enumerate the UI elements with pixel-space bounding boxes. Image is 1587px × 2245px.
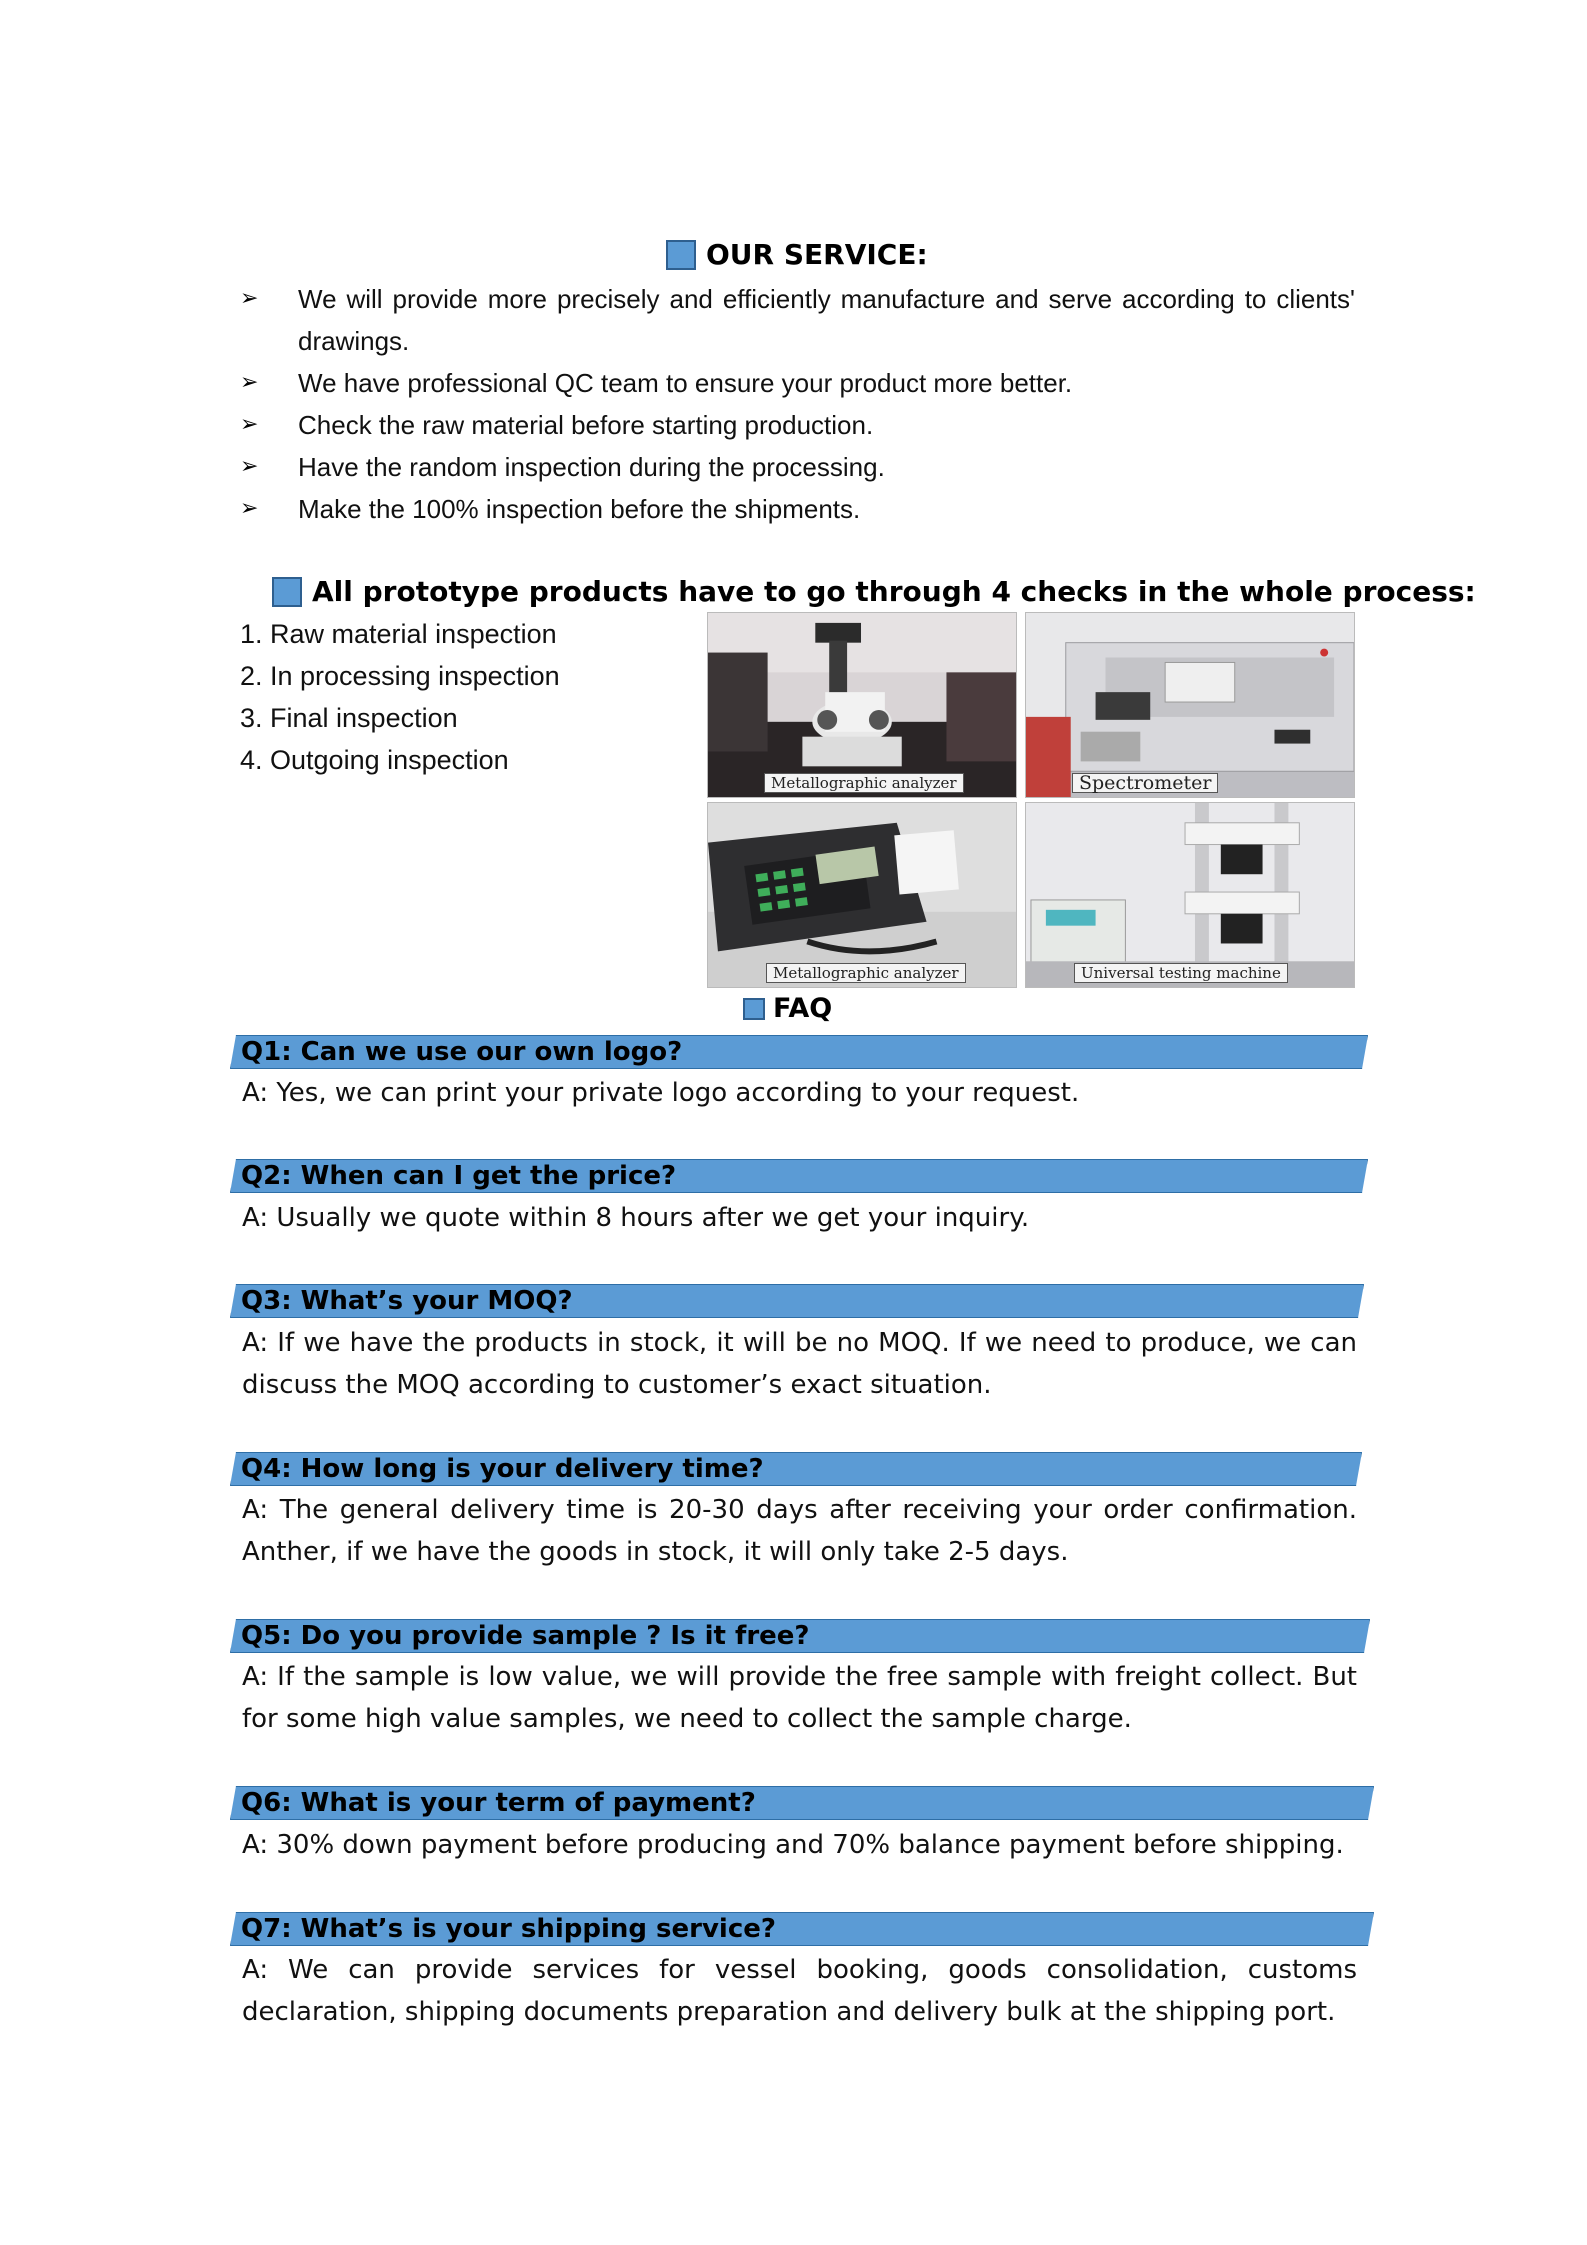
faq-question: Q4: How long is your delivery time? bbox=[241, 1454, 764, 1484]
faq-question-bar bbox=[230, 1786, 1374, 1820]
faq-answer: A: Yes, we can print your private logo according to your request. bbox=[242, 1078, 1080, 1108]
faq-heading-text: FAQ bbox=[773, 993, 833, 1024]
faq-heading bbox=[743, 993, 832, 1024]
faq-question-bar bbox=[230, 1452, 1362, 1486]
photo-caption: Universal testing machine bbox=[1074, 963, 1288, 983]
faq-question-bar bbox=[230, 1035, 1368, 1069]
blue-square-icon bbox=[272, 577, 302, 607]
service-bullet: ➢ We will provide more precisely and efficiently manufacture and serve according to clients' drawings. bbox=[240, 278, 1355, 362]
service-heading-text: OUR SERVICE: bbox=[706, 238, 928, 271]
photo-caption: Metallographic analyzer bbox=[766, 963, 966, 983]
photo-caption: Spectrometer bbox=[1072, 773, 1218, 793]
arrowhead-icon: ➢ bbox=[240, 286, 259, 311]
service-bullet: ➢ We have professional QC team to ensure your product more better. bbox=[240, 362, 1355, 404]
blue-square-icon bbox=[743, 998, 765, 1020]
faq-answer: A: Usually we quote within 8 hours after we get your inquiry. bbox=[242, 1203, 1030, 1233]
metallographic-analyzer-handheld-photo bbox=[707, 802, 1017, 988]
faq-answer: A: If the sample is low value, we will provide the free sample with freight collect. But for some high value samples, we need to collect the sample charge. bbox=[242, 1662, 1357, 1734]
service-bullet-list bbox=[240, 278, 1355, 530]
handheld-device-image bbox=[708, 803, 1016, 987]
faq-answer: A: The general delivery time is 20-30 days after receiving your order confirmation. Anther, if we have the goods in stock, it will only take 2-5 days. bbox=[242, 1495, 1357, 1567]
service-bullet: ➢ Check the raw material before starting production. bbox=[240, 404, 1355, 446]
spectrometer-photo bbox=[1025, 612, 1355, 798]
service-bullet: ➢ Have the random inspection during the processing. bbox=[240, 446, 1355, 488]
blue-square-icon bbox=[666, 240, 696, 270]
faq-answer: A: We can provide services for vessel booking, goods consolidation, customs declaration, shipping documents preparation and delivery bulk at the shipping port. bbox=[242, 1955, 1357, 2027]
checks-list bbox=[240, 613, 560, 781]
arrowhead-icon: ➢ bbox=[240, 454, 259, 479]
faq-question-bar bbox=[230, 1284, 1364, 1318]
faq-answer: A: If we have the products in stock, it will be no MOQ. If we need to produce, we can discuss the MOQ according to customer’s exact situation. bbox=[242, 1328, 1357, 1400]
arrowhead-icon: ➢ bbox=[240, 370, 259, 395]
faq-answer: A: 30% down payment before producing and 70% balance payment before shipping. bbox=[242, 1830, 1344, 1860]
faq-question: Q7: What’s is your shipping service? bbox=[241, 1914, 776, 1944]
equipment-photo-grid bbox=[707, 612, 1356, 988]
microscope-image bbox=[708, 613, 1016, 797]
check-item: 3. Final inspection bbox=[240, 703, 458, 733]
check-item: 2. In processing inspection bbox=[240, 661, 560, 691]
spectrometer-image bbox=[1026, 613, 1354, 797]
check-item: 1. Raw material inspection bbox=[240, 619, 557, 649]
faq-question-bar bbox=[230, 1159, 1368, 1193]
metallographic-analyzer-photo bbox=[707, 612, 1017, 798]
faq-question: Q3: What’s your MOQ? bbox=[241, 1286, 573, 1316]
arrowhead-icon: ➢ bbox=[240, 496, 259, 521]
faq-question: Q1: Can we use our own logo? bbox=[241, 1037, 683, 1067]
faq-question: Q5: Do you provide sample ? Is it free? bbox=[241, 1621, 810, 1651]
universal-testing-machine-photo bbox=[1025, 802, 1355, 988]
checks-heading-text: All prototype products have to go through 4 checks in the whole process: bbox=[312, 575, 1476, 608]
testing-machine-image bbox=[1026, 803, 1354, 987]
photo-caption: Metallographic analyzer bbox=[764, 773, 964, 793]
faq-question-bar bbox=[230, 1619, 1370, 1653]
service-heading bbox=[666, 238, 928, 271]
check-item: 4. Outgoing inspection bbox=[240, 745, 509, 775]
checks-heading bbox=[272, 575, 1476, 608]
faq-question: Q2: When can I get the price? bbox=[241, 1161, 677, 1191]
arrowhead-icon: ➢ bbox=[240, 412, 259, 437]
faq-question: Q6: What is your term of payment? bbox=[241, 1788, 756, 1818]
service-bullet: ➢ Make the 100% inspection before the shipments. bbox=[240, 488, 1355, 530]
faq-question-bar bbox=[230, 1912, 1374, 1946]
